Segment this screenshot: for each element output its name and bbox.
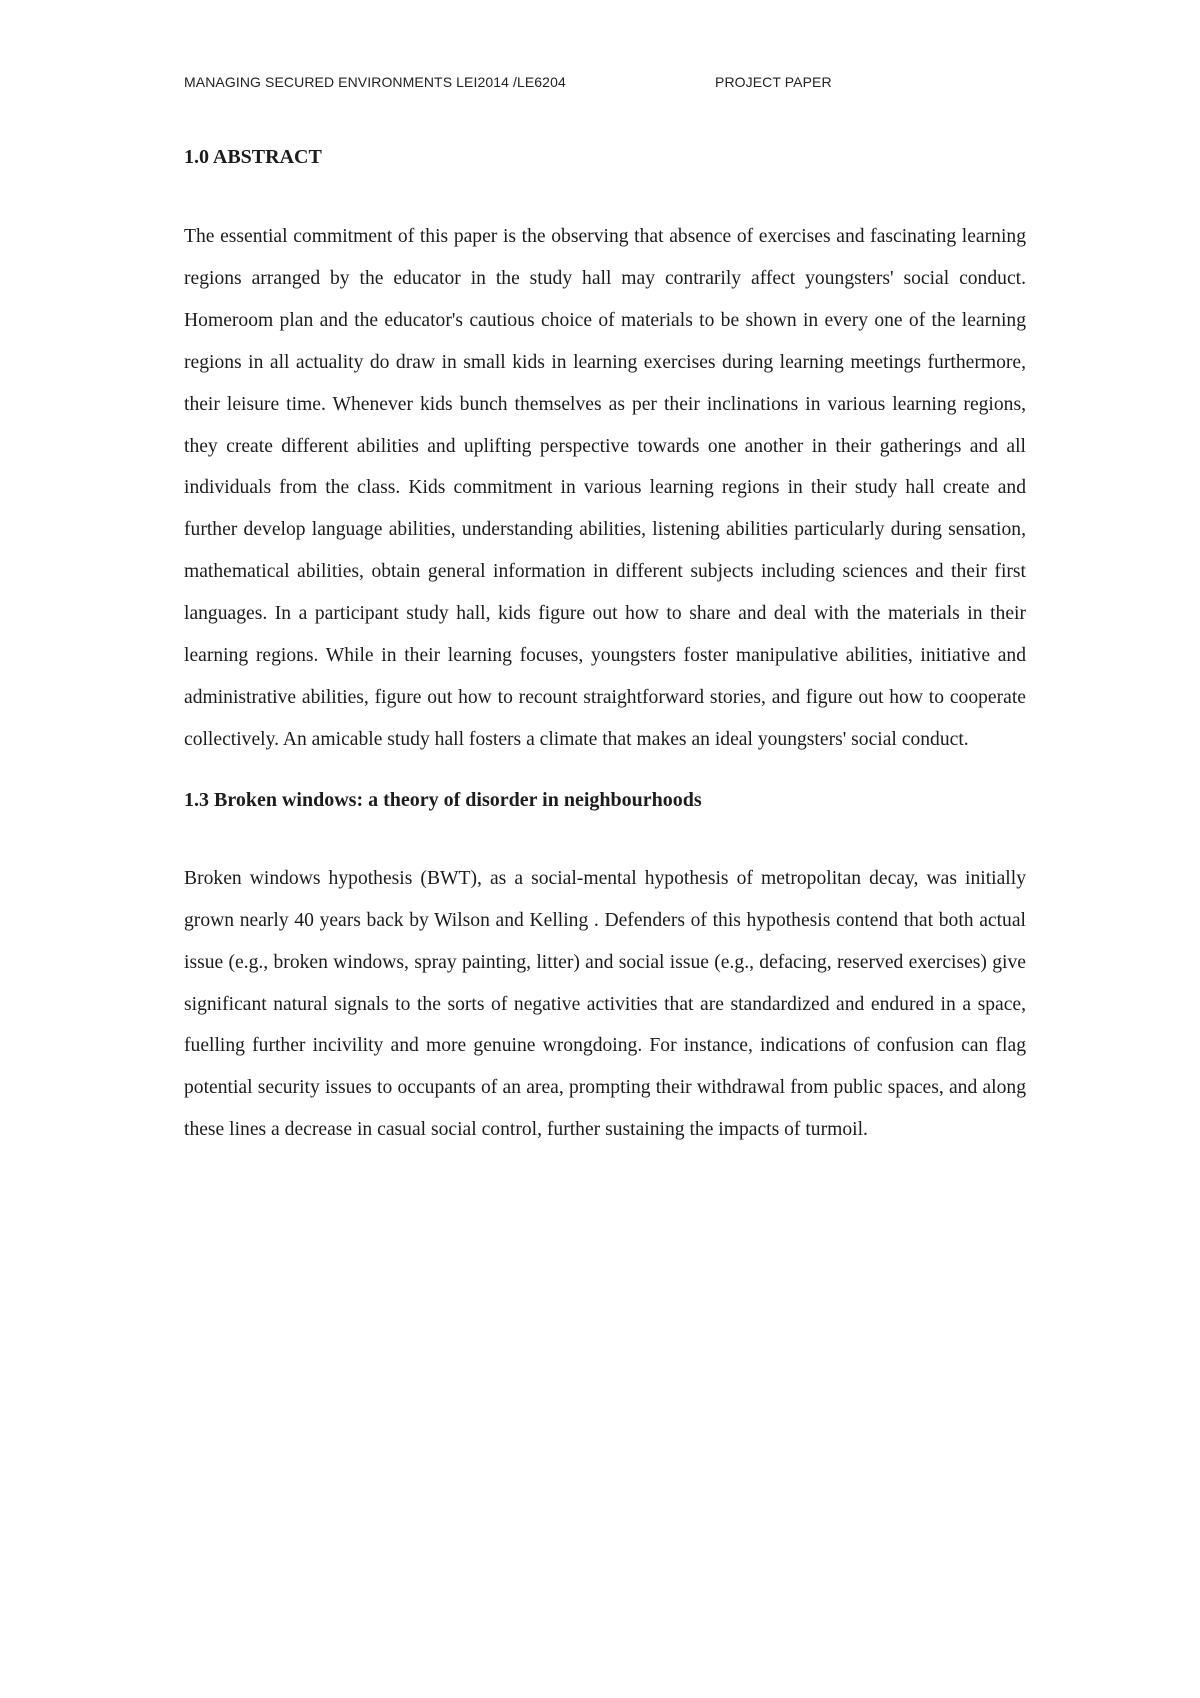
section-heading-abstract: 1.0 ABSTRACT xyxy=(184,146,322,168)
abstract-paragraph: The essential commitment of this paper is the observing that absence of exercises and fascinating learning regions arranged by the educator in the study hall may contrarily affect youngsters' social conduct. Homeroom plan and the educator's cautious choice of materials to be shown in every one of the learning regions in all actuality do draw in small kids in learning exercises during learning meetings furthermore, their leisure time. Whenever kids bunch themselves as per their inclinations in various learning regions, they create different abilities and uplifting perspective towards one another in their gatherings and all individuals from the class. Kids commitment in various learning regions in their study hall create and further develop language abilities, understanding abilities, listening abilities particularly during sensation, mathematical abilities, obtain general information in different subjects including sciences and their first languages. In a participant study hall, kids figure out how to share and deal with the materials in their learning regions. While in their learning focuses, youngsters foster manipulative abilities, initiative and administrative abilities, figure out how to recount straightforward stories, and figure out how to cooperate collectively. An amicable study hall fosters a climate that makes an ideal youngsters' social conduct. xyxy=(184,226,1026,750)
section-heading-broken-windows: 1.3 Broken windows: a theory of disorder in neighbourhoods xyxy=(184,788,702,811)
document-body xyxy=(184,146,1026,1151)
running-header xyxy=(184,74,1024,94)
broken-windows-paragraph: Broken windows hypothesis (BWT), as a social-mental hypothesis of metropolitan decay, was initially grown nearly 40 years back by Wilson and Kelling . Defenders of this hypothesis contend that both actual issue (e.g., broken windows, spray painting, litter) and social issue (e.g., defacing, reserved exercises) give significant natural signals to the sorts of negative activities that are standardized and endured in a space, fuelling further incivility and more genuine wrongdoing. For instance, indications of confusion can flag potential security issues to occupants of an area, prompting their withdrawal from public spaces, and along these lines a decrease in casual social control, further sustaining the impacts of turmoil. xyxy=(184,867,1026,1141)
header-document-type: PROJECT PAPER xyxy=(715,74,832,90)
header-course-title: MANAGING SECURED ENVIRONMENTS LEI2014 /LE6204 xyxy=(184,74,566,90)
